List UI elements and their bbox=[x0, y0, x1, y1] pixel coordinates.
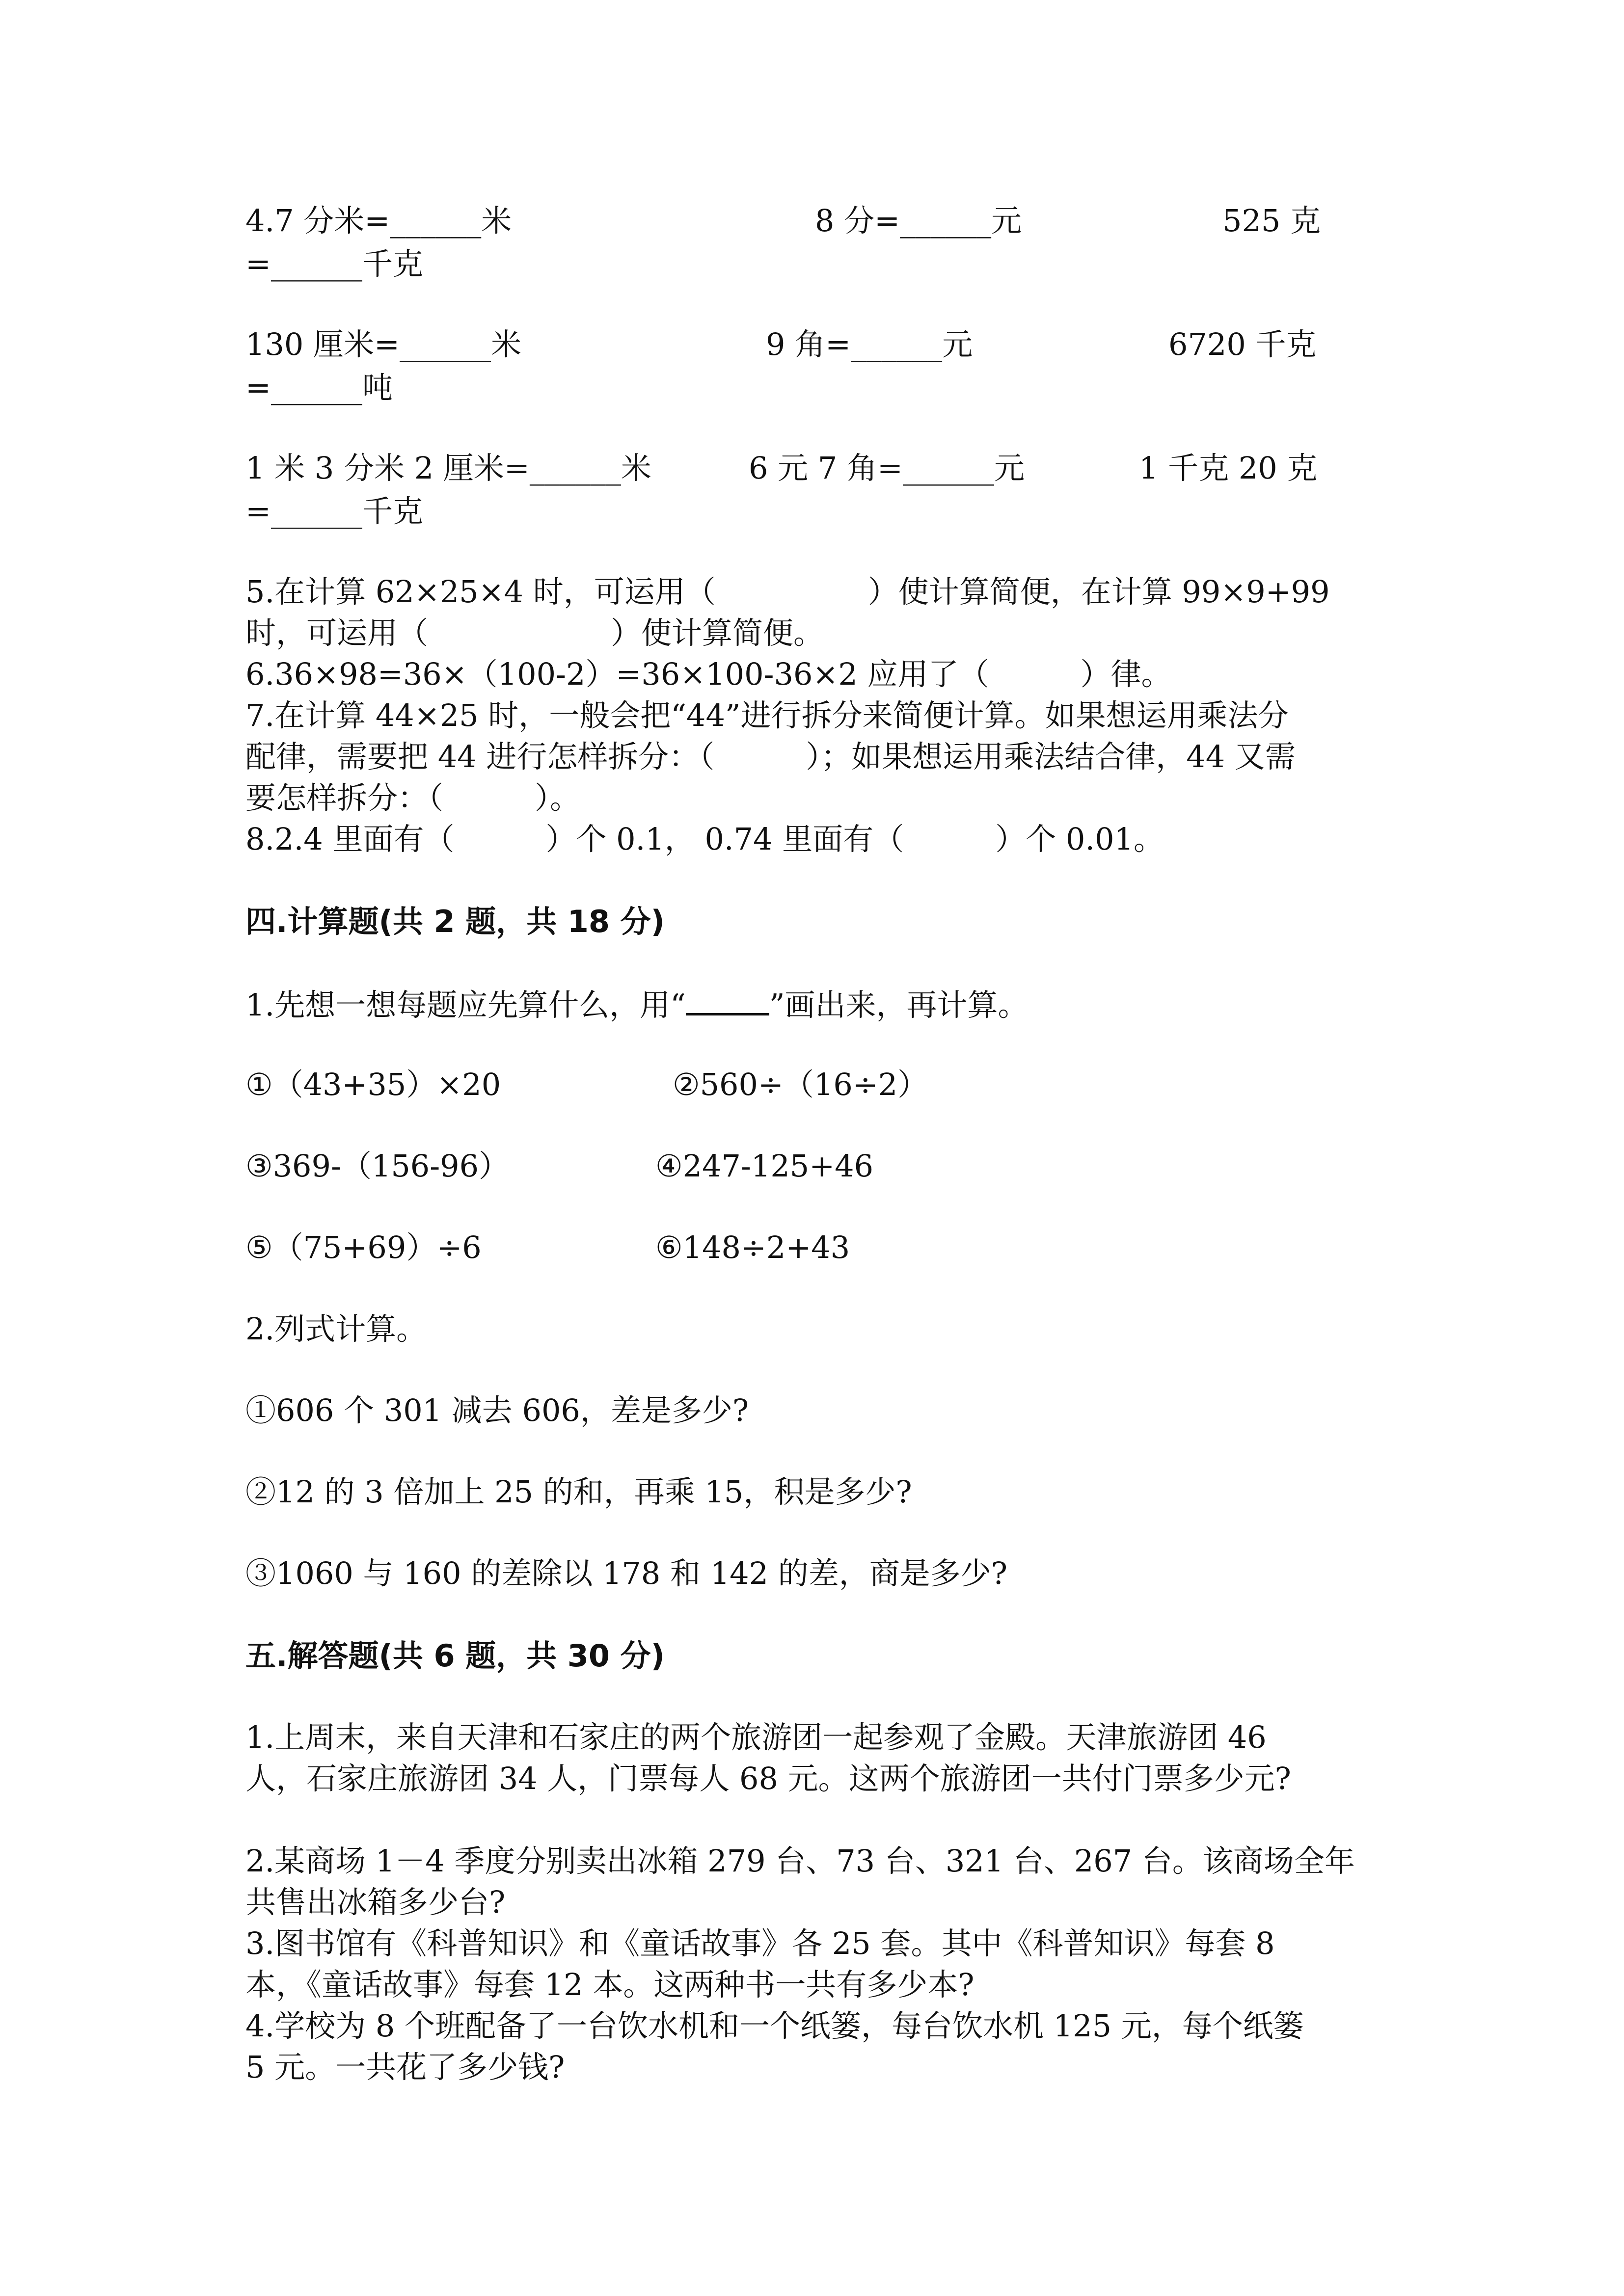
problem-4-line-1: 4.学校为 8 个班配备了一台饮水机和一个纸篓，每台饮水机 125 元，每个纸篓 bbox=[245, 2008, 1304, 2044]
question-7-line-2: 配律，需要把 44 进行怎样拆分：（ ）；如果想运用乘法结合律，44 又需 bbox=[245, 739, 1296, 774]
question-1-text-after: ”画出来，再计算。 bbox=[769, 987, 1029, 1023]
expression-3: ③369-（156-96） bbox=[245, 1148, 510, 1184]
word-problem-1: ①606 个 301 减去 606，差是多少? bbox=[245, 1392, 749, 1428]
conversion-3-a: 1 米 3 分米 2 厘米=______米 bbox=[245, 450, 651, 486]
conversion-3-b: 6 元 7 角=______元 bbox=[749, 450, 1025, 486]
problem-1-line-2: 人，石家庄旅游团 34 人，门票每人 68 元。这两个旅游团一共付门票多少元? bbox=[245, 1761, 1291, 1796]
conversion-2-c: 6720 千克 bbox=[1168, 326, 1317, 362]
expression-6: ⑥148÷2+43 bbox=[655, 1229, 850, 1265]
section-4-question-1 bbox=[245, 984, 1029, 1025]
section-4-heading: 四.计算题(共 2 题，共 18 分) bbox=[245, 904, 665, 939]
question-7-line-3: 要怎样拆分：（ ）。 bbox=[245, 780, 581, 816]
expression-4: ④247-125+46 bbox=[655, 1148, 874, 1184]
underline-mark bbox=[686, 984, 769, 1015]
problem-2-line-2: 共售出冰箱多少台? bbox=[245, 1884, 506, 1920]
expression-5: ⑤（75+69）÷6 bbox=[245, 1229, 482, 1265]
expression-2: ②560÷（16÷2） bbox=[673, 1067, 928, 1102]
word-problem-3: ③1060 与 160 的差除以 178 和 142 的差，商是多少? bbox=[245, 1555, 1007, 1591]
question-1-text-before: 1.先想一想每题应先算什么，用“ bbox=[245, 987, 686, 1023]
problem-3-line-2: 本，《童话故事》每套 12 本。这两种书一共有多少本? bbox=[245, 1967, 974, 2002]
question-8: 8.2.4 里面有（ ）个 0.1， 0.74 里面有（ ）个 0.01。 bbox=[245, 821, 1164, 857]
question-5-line-1: 5.在计算 62×25×4 时，可运用（ ）使计算简便，在计算 99×9+99 bbox=[245, 574, 1330, 610]
conversion-2-d: =______吨 bbox=[245, 370, 393, 405]
conversion-1-a: 4.7 分米=______米 bbox=[245, 203, 512, 239]
question-7-line-1: 7.在计算 44×25 时，一般会把“44”进行拆分来简便计算。如果想运用乘法分 bbox=[245, 697, 1289, 733]
problem-3-line-1: 3.图书馆有《科普知识》和《童话故事》各 25 套。其中《科普知识》每套 8 bbox=[245, 1925, 1275, 1961]
conversion-1-c: 525 克 bbox=[1222, 203, 1321, 239]
conversion-2-b: 9 角=______元 bbox=[766, 326, 973, 362]
question-5-line-2: 时，可运用（ ）使计算简便。 bbox=[245, 615, 824, 651]
conversion-2-a: 130 厘米=______米 bbox=[245, 326, 521, 362]
word-problem-2: ②12 的 3 倍加上 25 的和，再乘 15，积是多少? bbox=[245, 1474, 912, 1510]
problem-2-line-1: 2.某商场 1－4 季度分别卖出冰箱 279 台、73 台、321 台、267 台。该商场全年 bbox=[245, 1843, 1355, 1879]
expression-1: ①（43+35）×20 bbox=[245, 1067, 501, 1102]
conversion-1-b: 8 分=______元 bbox=[815, 203, 1022, 239]
conversion-3-d: =______千克 bbox=[245, 493, 423, 529]
conversion-3-c: 1 千克 20 克 bbox=[1139, 450, 1318, 486]
section-4-question-2: 2.列式计算。 bbox=[245, 1311, 427, 1347]
section-5-heading: 五.解答题(共 6 题，共 30 分) bbox=[245, 1638, 665, 1674]
problem-4-line-2: 5 元。一共花了多少钱? bbox=[245, 2049, 565, 2085]
question-6: 6.36×98=36×（100-2）=36×100-36×2 应用了（ ）律。 bbox=[245, 656, 1172, 692]
problem-1-line-1: 1.上周末，来自天津和石家庄的两个旅游团一起参观了金殿。天津旅游团 46 bbox=[245, 1719, 1267, 1755]
conversion-1-d: =______千克 bbox=[245, 246, 423, 282]
